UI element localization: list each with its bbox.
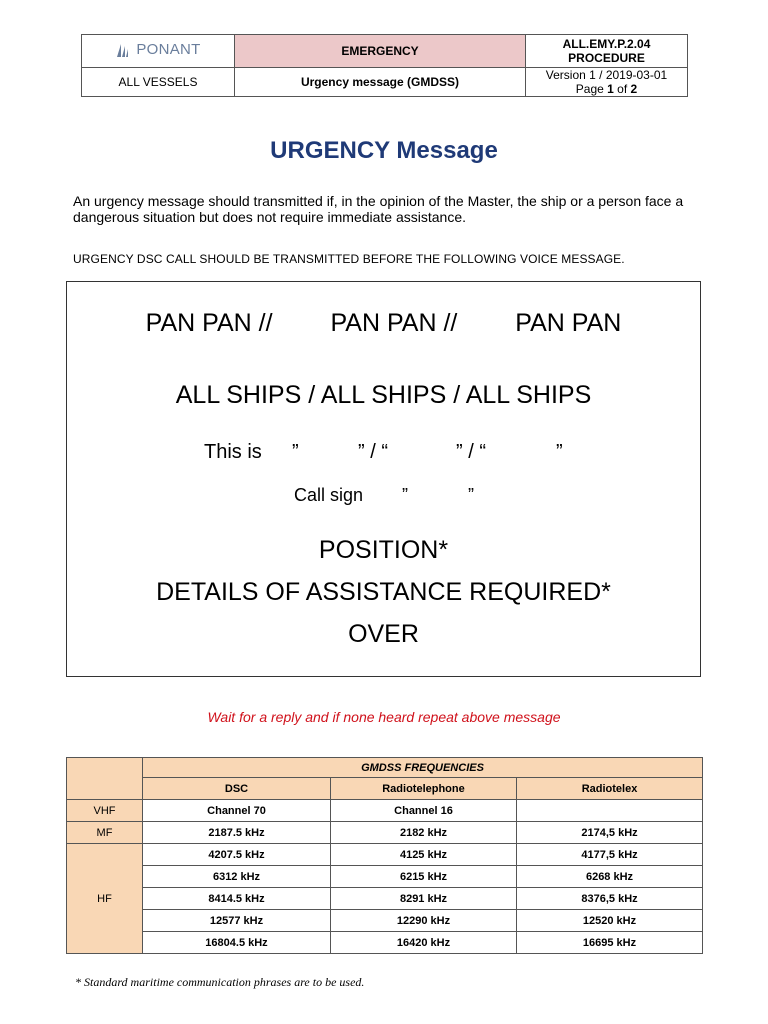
scope-cell: ALL VESSELS [82,68,235,97]
page-indicator: Page 1 of 2 [575,82,638,96]
this-is-quote-1: ” [292,441,299,463]
voice-message-box [66,281,701,677]
pan-3: PAN PAN [515,309,622,337]
cell: Channel 16 [331,800,517,822]
cell: Channel 70 [143,800,331,822]
cell: 6312 kHz [143,866,331,888]
intro-paragraph: An urgency message should transmitted if, in the opinion of the Master, the ship or a person face a dangerous situation but does not require immediate assistance. [73,193,684,225]
cell: 8414.5 kHz [143,888,331,910]
table-row [67,910,703,932]
version-text: Version 1 / 2019-03-01 [545,68,668,82]
column-header-radiotelex: Radiotelex [517,778,703,800]
cell: 16804.5 kHz [143,932,331,954]
table-row [67,866,703,888]
logo-text: PONANT [136,41,201,59]
doc-code-cell [526,35,688,68]
gmdss-frequencies-table [66,757,703,954]
this-is-quote-4: ” [556,441,563,463]
cell: 8291 kHz [331,888,517,910]
pan-2: PAN PAN // [330,309,458,337]
logo-cell [82,35,235,68]
table-caption: GMDSS FREQUENCIES [143,758,703,778]
category-cell: EMERGENCY [235,35,526,68]
band-mf: MF [67,822,143,844]
cell [517,800,703,822]
table-row [67,800,703,822]
table-row [67,888,703,910]
ponant-logo [115,41,200,58]
cell: 4207.5 kHz [143,844,331,866]
doc-type: PROCEDURE [568,51,645,65]
band-hf: HF [67,844,143,954]
pan-pan-line [67,309,700,338]
subject-cell: Urgency message (GMDSS) [235,68,526,97]
over-line: OVER [348,620,419,648]
table-row [67,932,703,954]
call-sign-quote-2: ” [468,485,474,505]
version-cell [526,68,688,97]
all-ships-line: ALL SHIPS / ALL SHIPS / ALL SHIPS [175,381,592,409]
column-header-dsc: DSC [143,778,331,800]
document-header [81,34,688,97]
cell: 12290 kHz [331,910,517,932]
footnote: * Standard maritime communication phrases are to be used. [75,975,365,989]
dsc-note: URGENCY DSC CALL SHOULD BE TRANSMITTED BEFORE THE FOLLOWING VOICE MESSAGE. [73,252,625,266]
wait-note: Wait for a reply and if none heard repeat above message [207,709,561,725]
table-row [67,822,703,844]
call-sign-quote-1: ” [402,485,408,505]
this-is-quote-2: ” / “ [358,441,388,463]
cell: 6268 kHz [517,866,703,888]
cell: 16695 kHz [517,932,703,954]
corner-cell [67,758,143,800]
details-line: DETAILS OF ASSISTANCE REQUIRED* [156,578,611,606]
pan-1: PAN PAN // [145,309,273,337]
cell: 12577 kHz [143,910,331,932]
cell: 2182 kHz [331,822,517,844]
this-is-quote-3: ” / “ [456,441,486,463]
band-vhf: VHF [67,800,143,822]
call-sign-label: Call sign [294,485,364,505]
position-line: POSITION* [318,536,449,564]
cell: 2187.5 kHz [143,822,331,844]
cell: 2174,5 kHz [517,822,703,844]
page-title: URGENCY Message [270,137,498,164]
cell: 16420 kHz [331,932,517,954]
cell: 4125 kHz [331,844,517,866]
column-header-radiotelephone: Radiotelephone [331,778,517,800]
cell: 4177,5 kHz [517,844,703,866]
doc-code: ALL.EMY.P.2.04 [562,37,651,51]
cell: 6215 kHz [331,866,517,888]
cell: 12520 kHz [517,910,703,932]
sail-logo-icon [115,42,131,58]
this-is-label: This is [204,441,262,463]
table-row [67,844,703,866]
cell: 8376,5 kHz [517,888,703,910]
